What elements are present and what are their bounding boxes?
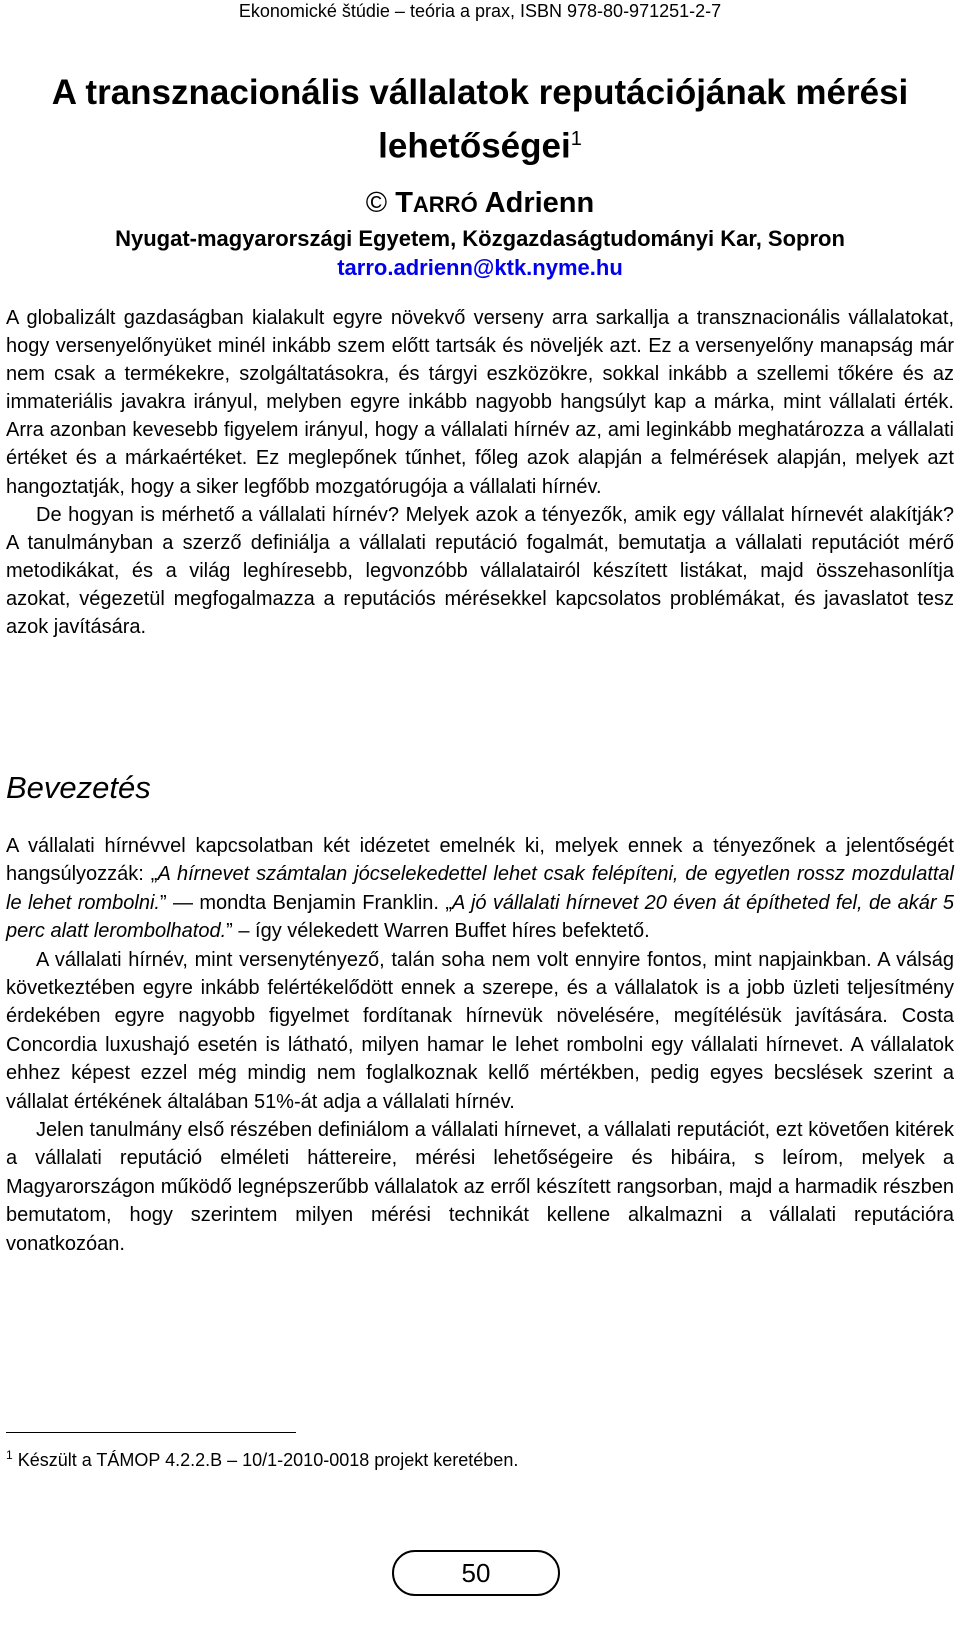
copyright-symbol: © xyxy=(365,187,388,219)
article-title xyxy=(40,70,920,170)
author-given-name: Adrienn xyxy=(484,187,595,219)
article-title-text: A transznacionális vállalatok reputációjának mérési lehetőségei xyxy=(51,73,909,166)
page-number: 50 xyxy=(461,1558,491,1588)
abstract-paragraph: A globalizált gazdaságban kialakult egyre növekvő verseny arra sarkallja a transznacionális vállalatokat, hogy versenyelőnyüket minél inkább szem előtt tartsák és növeljék azt. Ez a versenyelőny manapság már nem csak a termékekre, szolgáltatásokra, és tárgyi eszközökre, sokkal inkább a szellemi tőkére és az immateriális javakra irányul, melyben egyre inkább nagyobb hangsúlyt kap a márka, mint vállalati érték. Arra azonban kevesebb figyelem irányul, hogy a vállalati hírnév az, ami leginkább meghatározza a vállalati értéket és a márkaértéket. Ez meglepőnek tűnhet, főleg azok alapján a felmérések alapján, melyek azt hangoztatják, hogy a siker legfőbb mozgatórugója a vállalati hírnév. xyxy=(6,307,954,498)
body-paragraph: Jelen tanulmány első részében definiálom a vállalati hírnevet, a vállalati reputációt, ezt követően kitérek a vállalati reputáció elméleti háttereire, mérési lehetőségeire és hibáira, s leírom, melyek a Magyarországon működő legnépszerűbb vállalatok az erről készített rangsorban, majd a harmadik részben bemutatom, hogy szerintem milyen mérési technikát kellene alkalmazni a vállalati reputációra vonatkozóan. xyxy=(6,1119,954,1255)
body-text: A vállalati hírnévvel kapcsolatban két idézetet emelnék ki, melyek ennek a tényezőnek a jelentőségét hangsúlyozzák: „ xyxy=(6,835,954,886)
running-header: Ekonomické štúdie – teória a prax, ISBN 978-80-971251-2-7 xyxy=(238,1,722,21)
page-number-badge xyxy=(392,1550,560,1596)
author-email-link[interactable]: tarro.adrienn@ktk.nyme.hu xyxy=(337,255,623,280)
abstract-paragraph: De hogyan is mérhető a vállalati hírnév? Melyek azok a tényezők, amik egy vállalat hírnevét alakítják? A tanulmányban a szerző definiálja a vállalati reputáció fogalmát, bemutatja a vállalati reputációt mérő metodikákat, és a világ leghíresebb, legvonzóbb vállalatairól készített listákat, majd összehasonlítja azokat, végezetül megfogalmazza a reputációs mérésekkel kapcsolatos problémákat, és javaslatot tesz azok javítására. xyxy=(6,503,954,639)
body-paragraph xyxy=(6,832,954,946)
abstract xyxy=(6,304,954,641)
footnote-text: Készült a TÁMOP 4.2.2.B – 10/1-2010-0018 projekt keretében. xyxy=(12,1450,519,1470)
author-surname-rest: ARRÓ xyxy=(412,192,478,217)
footnote-mark: 1 xyxy=(6,1448,13,1462)
body-text: ” — mondta Benjamin Franklin. „ xyxy=(159,891,452,914)
section-heading: Bevezetés xyxy=(6,770,151,805)
title-footnote-mark[interactable]: 1 xyxy=(570,128,582,150)
author-line xyxy=(0,186,960,222)
footnote xyxy=(6,1443,906,1472)
author-surname-initial: T xyxy=(395,187,413,219)
quote-franklin: A hírnevet számtalan jócselekedettel lehet csak felépíteni, de egyetlen rossz mozdulattal le lehet rombolni. xyxy=(6,863,955,914)
footnote-divider xyxy=(6,1432,296,1433)
section-body xyxy=(6,832,954,1258)
author-affiliation: Nyugat-magyarországi Egyetem, Közgazdaságtudományi Kar, Sopron xyxy=(115,226,845,251)
body-paragraph: A vállalati hírnév, mint versenytényező, talán soha nem volt ennyire fontos, mint napjainkban. A válság következtében egyre inkább felértékelődött ennek a szerepe, és a vállalatok is a jobb üzleti teljesítmény érdekében egyre nagyobb figyelmet fordítanak hírnevük növelésére, megítélésük javítására. Costa Concordia luxushajó esetén is látható, milyen hamar le lehet rombolni egy vállalati hírnevet. A vállalatok ehhez képest ezzel még mindig nem foglalkoznak kellő mértékben, pedig egyes becslések szerint a vállalat értékének általában 51%-át adja a vállalati hírnév. xyxy=(6,948,954,1113)
quote-buffet: A jó vállalati hírnevet 20 éven át építheted fel, de akár 5 perc alatt lerombolhatod. xyxy=(6,891,954,943)
body-text: ” – így vélekedett Warren Buffet híres befektető. xyxy=(226,920,650,943)
